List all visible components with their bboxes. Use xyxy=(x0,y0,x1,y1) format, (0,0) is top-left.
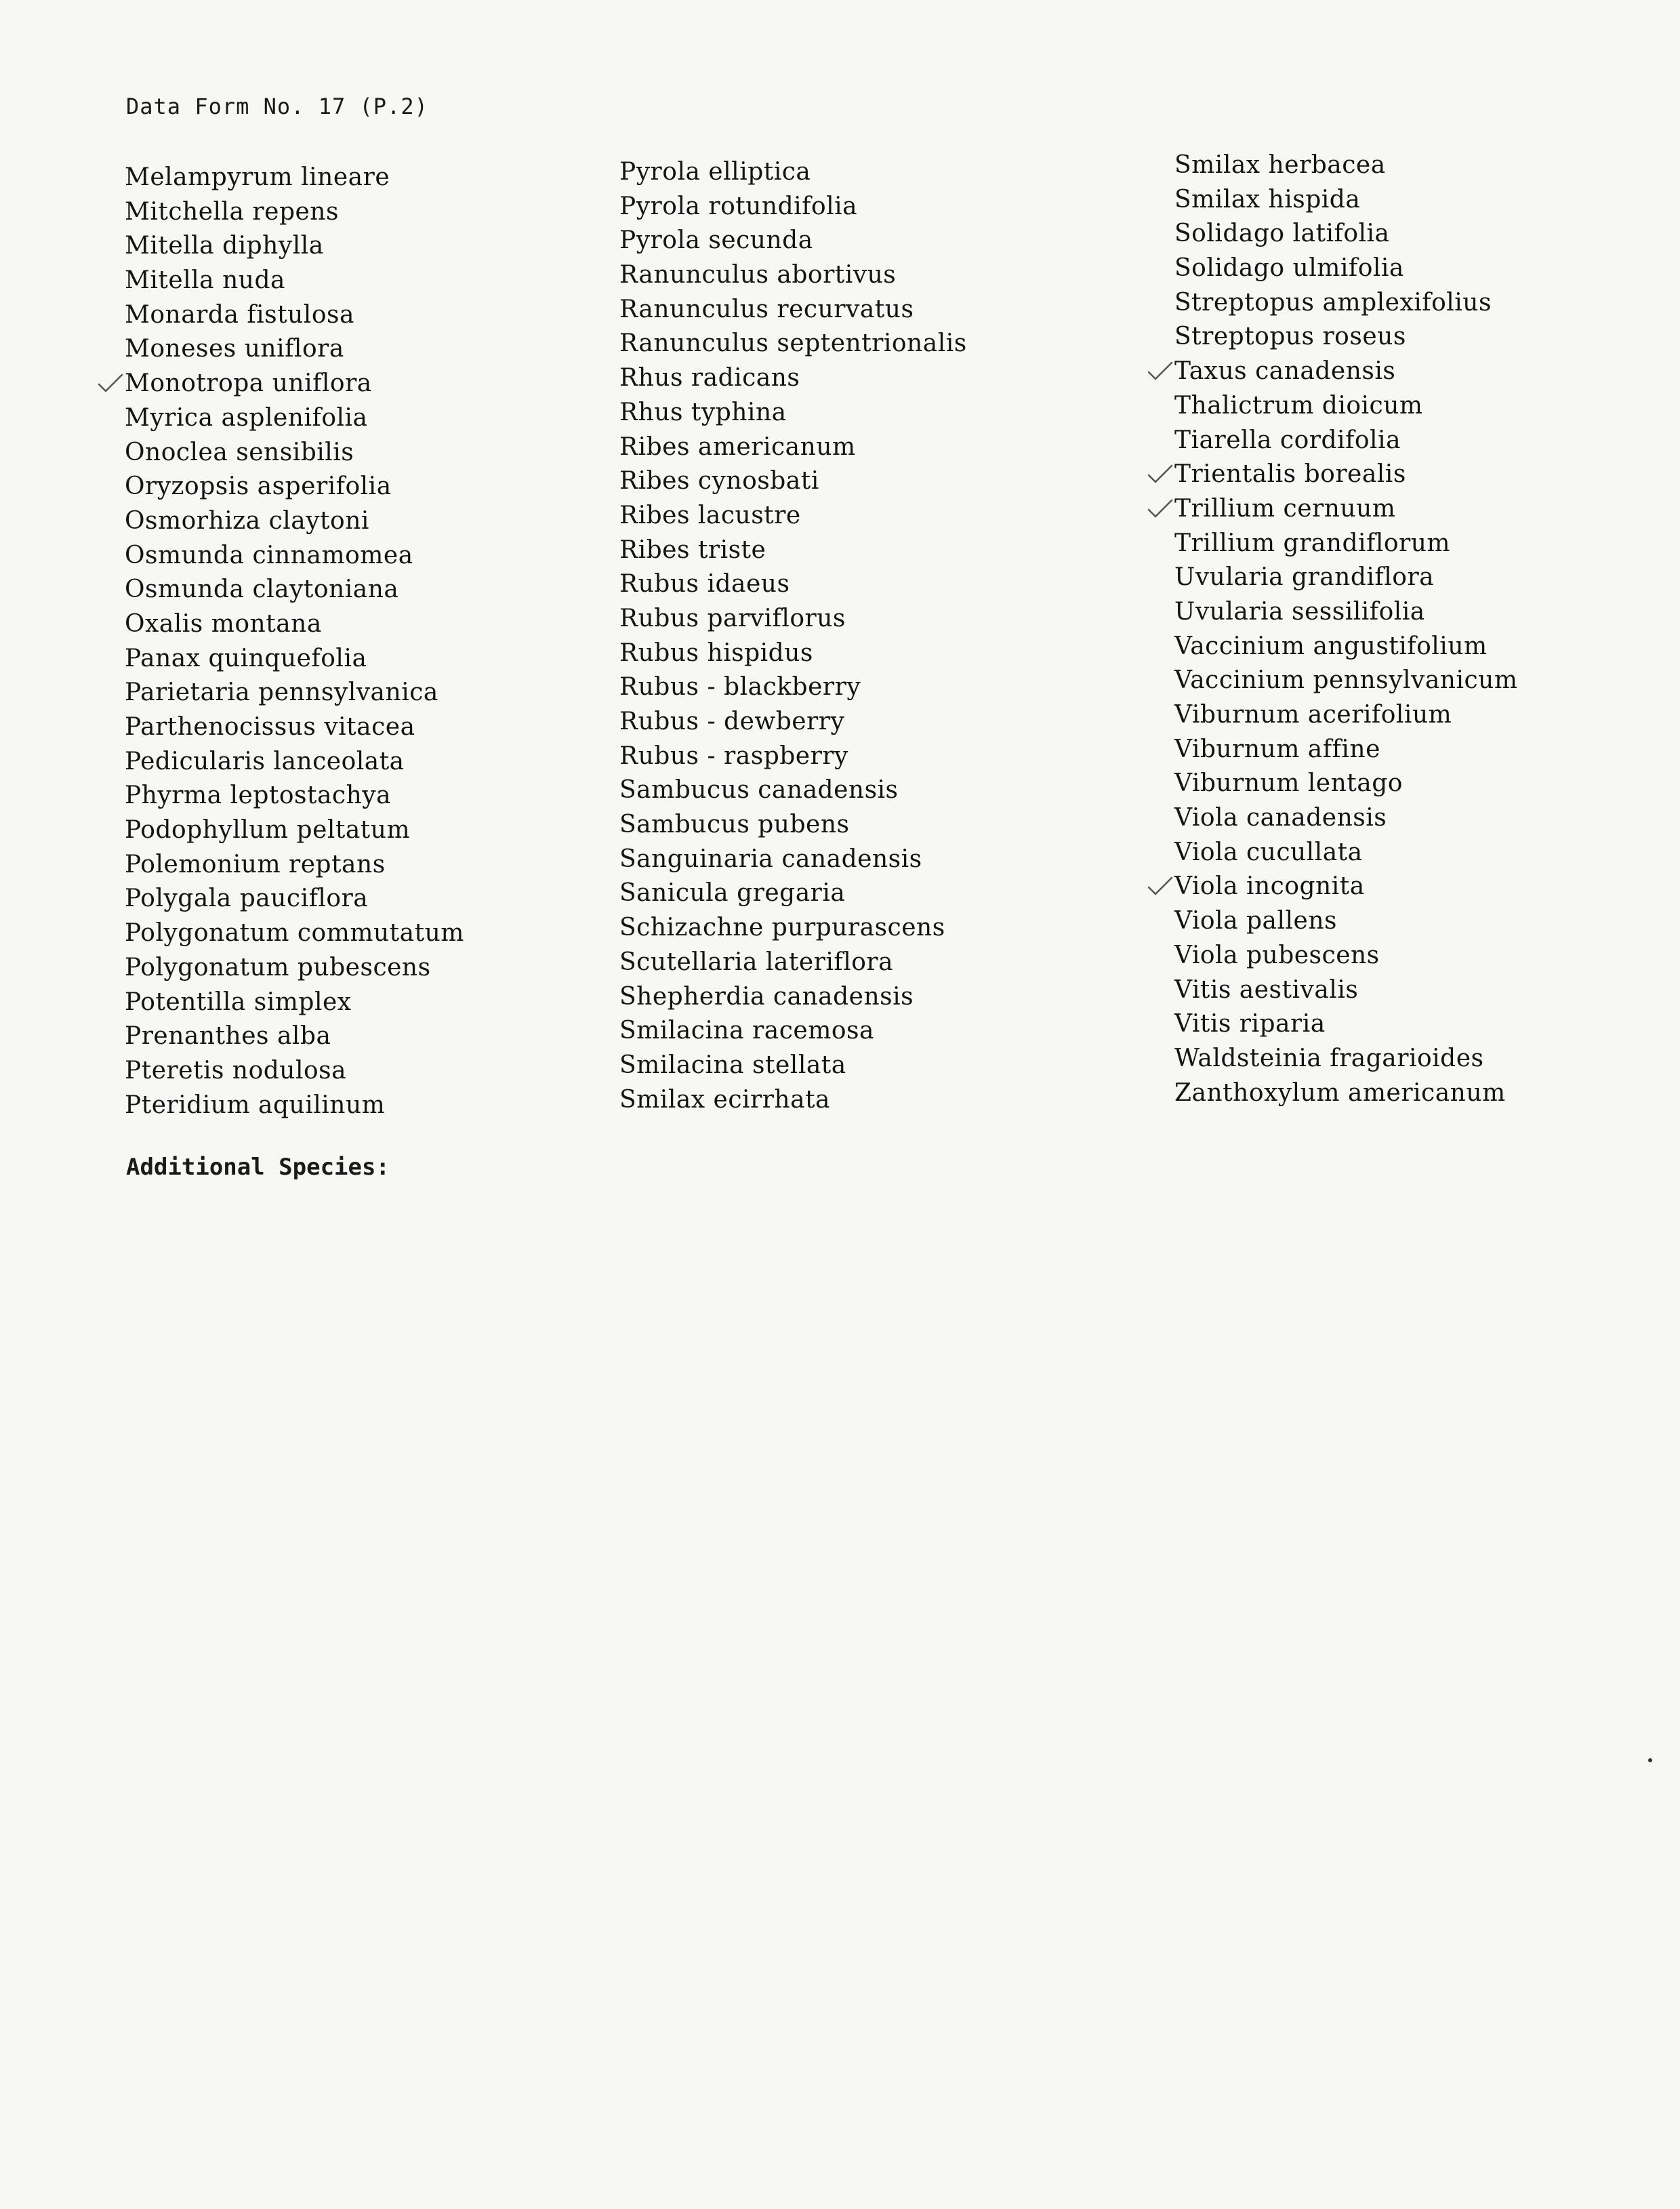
species-item xyxy=(619,911,967,946)
species-item xyxy=(1174,630,1518,664)
species-name: Smilax hispida xyxy=(1174,185,1361,214)
species-name: Vitis aestivalis xyxy=(1174,975,1359,1004)
species-name: Solidago latifolia xyxy=(1174,220,1390,248)
species-name: Streptopus roseus xyxy=(1174,323,1406,351)
species-name: Oxalis montana xyxy=(125,609,322,638)
species-item xyxy=(619,155,967,190)
species-item xyxy=(619,705,967,739)
species-name: Oryzopsis asperifolia xyxy=(125,472,392,501)
species-name: Onoclea sensibilis xyxy=(125,438,354,466)
species-item xyxy=(125,779,464,813)
species-column-2 xyxy=(619,155,967,1117)
species-name: Sambucus canadensis xyxy=(619,776,899,805)
species-item xyxy=(1174,183,1518,218)
species-name: Melampyrum lineare xyxy=(125,163,390,191)
species-item xyxy=(1174,904,1518,939)
species-name: Parietaria pennsylvanica xyxy=(125,678,438,707)
species-name: Polygonatum pubescens xyxy=(125,953,431,981)
species-name: Moneses uniflora xyxy=(125,335,344,363)
species-name: Viola cucullata xyxy=(1174,838,1363,866)
species-item xyxy=(125,848,464,883)
species-name: Ribes americanum xyxy=(619,432,856,461)
species-column-1 xyxy=(125,161,464,1122)
species-item xyxy=(125,470,464,504)
species-name: Pyrola elliptica xyxy=(619,158,811,186)
species-name: Vaccinium pennsylvanicum xyxy=(1174,666,1518,695)
species-item xyxy=(619,430,967,465)
species-name: Taxus canadensis xyxy=(1174,357,1396,386)
species-item xyxy=(125,813,464,848)
species-item xyxy=(125,436,464,470)
species-name: Ribes triste xyxy=(619,535,766,564)
species-item xyxy=(619,499,967,533)
species-name: Rubus - raspberry xyxy=(619,742,848,770)
species-item xyxy=(1174,561,1518,595)
species-item xyxy=(1174,767,1518,801)
species-item xyxy=(619,946,967,980)
species-item xyxy=(619,773,967,808)
species-name: Mitella diphylla xyxy=(125,232,324,260)
species-item xyxy=(125,882,464,916)
species-item xyxy=(619,843,967,877)
species-name: Trillium grandiflorum xyxy=(1174,529,1451,557)
species-name: Vaccinium angustifolium xyxy=(1174,632,1488,660)
species-item xyxy=(1174,973,1518,1008)
species-item xyxy=(1174,733,1518,767)
species-name: Rubus - blackberry xyxy=(619,673,861,702)
species-name: Viola incognita xyxy=(1174,872,1365,901)
species-name: Trillium cernuum xyxy=(1174,494,1396,523)
species-item xyxy=(1174,664,1518,698)
species-item xyxy=(1174,217,1518,251)
species-name: Rubus idaeus xyxy=(619,570,790,599)
species-name: Mitella nuda xyxy=(125,266,285,295)
species-item xyxy=(1174,527,1518,561)
species-name: Polygala pauciflora xyxy=(125,885,369,913)
additional-species-label: Additional Species: xyxy=(126,1154,390,1181)
species-item xyxy=(125,195,464,230)
species-name: Rubus hispidus xyxy=(619,639,813,667)
species-item xyxy=(619,327,967,361)
species-name: Viburnum affine xyxy=(1174,735,1380,763)
species-item xyxy=(125,1019,464,1054)
species-name: Viburnum lentago xyxy=(1174,769,1403,798)
species-name: Rhus radicans xyxy=(619,364,800,392)
species-column-3 xyxy=(1174,148,1518,1110)
species-name: Waldsteinia fragarioides xyxy=(1174,1044,1484,1072)
species-item xyxy=(1174,595,1518,630)
species-item xyxy=(619,293,967,327)
species-name: Sanguinaria canadensis xyxy=(619,845,922,873)
species-item xyxy=(1174,492,1518,527)
species-item xyxy=(125,229,464,264)
species-item xyxy=(1174,458,1518,492)
species-item xyxy=(619,361,967,396)
handwritten-check-icon xyxy=(1146,498,1173,521)
species-name: Prenanthes alba xyxy=(125,1022,331,1051)
species-item xyxy=(125,710,464,745)
species-name: Viola pubescens xyxy=(1174,941,1380,969)
species-item xyxy=(1174,1007,1518,1042)
species-name: Ribes lacustre xyxy=(619,501,801,529)
species-item xyxy=(125,401,464,436)
species-name: Phyrma leptostachya xyxy=(125,782,392,810)
species-item xyxy=(619,808,967,843)
species-item xyxy=(619,464,967,499)
species-item xyxy=(125,986,464,1020)
species-name: Pteretis nodulosa xyxy=(125,1056,347,1085)
species-name: Rhus typhina xyxy=(619,398,787,426)
species-name: Monotropa uniflora xyxy=(125,369,372,398)
species-name: Uvularia sessilifolia xyxy=(1174,597,1425,626)
species-item xyxy=(125,264,464,298)
species-item xyxy=(619,980,967,1015)
species-item xyxy=(125,161,464,195)
species-name: Viburnum acerifolium xyxy=(1174,701,1452,729)
species-item xyxy=(619,190,967,224)
species-item xyxy=(1174,836,1518,870)
species-name: Pteridium aquilinum xyxy=(125,1091,386,1119)
species-name: Smilacina stellata xyxy=(619,1051,846,1079)
species-name: Zanthoxylum americanum xyxy=(1174,1078,1506,1107)
species-item xyxy=(125,504,464,539)
species-name: Parthenocissus vitacea xyxy=(125,713,415,741)
species-item xyxy=(619,1014,967,1049)
species-item xyxy=(1174,870,1518,904)
species-name: Ranunculus recurvatus xyxy=(619,295,914,323)
species-name: Sambucus pubens xyxy=(619,811,850,839)
species-name: Uvularia grandiflora xyxy=(1174,563,1435,592)
species-name: Myrica asplenifolia xyxy=(125,403,368,432)
species-name: Smilax ecirrhata xyxy=(619,1085,831,1114)
species-item xyxy=(125,332,464,367)
species-item xyxy=(1174,320,1518,354)
species-item xyxy=(1174,148,1518,183)
species-name: Pyrola secunda xyxy=(619,226,813,255)
species-name: Ranunculus abortivus xyxy=(619,261,897,289)
species-name: Pyrola rotundifolia xyxy=(619,192,858,220)
species-name: Scutellaria lateriflora xyxy=(619,948,894,976)
species-item xyxy=(1174,1076,1518,1111)
species-name: Streptopus amplexifolius xyxy=(1174,288,1492,317)
species-name: Panax quinquefolia xyxy=(125,644,367,672)
species-name: Trientalis borealis xyxy=(1174,460,1406,489)
species-item xyxy=(125,642,464,676)
species-item xyxy=(619,1083,967,1118)
species-item xyxy=(125,607,464,642)
species-item xyxy=(1174,698,1518,733)
species-item xyxy=(619,533,967,568)
paper-speck xyxy=(1648,1758,1652,1762)
species-name: Rubus parviflorus xyxy=(619,604,846,632)
species-item xyxy=(125,298,464,333)
species-name: Osmunda cinnamomea xyxy=(125,541,413,569)
species-name: Tiarella cordifolia xyxy=(1174,426,1401,454)
handwritten-check-icon xyxy=(1146,875,1173,898)
species-item xyxy=(1174,939,1518,973)
species-item xyxy=(1174,354,1518,389)
species-item xyxy=(1174,801,1518,836)
species-item xyxy=(619,602,967,636)
species-name: Podophyllum peltatum xyxy=(125,816,411,845)
species-item xyxy=(125,573,464,607)
species-name: Polemonium reptans xyxy=(125,850,386,878)
species-item xyxy=(1174,286,1518,321)
species-item xyxy=(125,1089,464,1123)
species-item xyxy=(619,739,967,774)
species-name: Thalictrum dioicum xyxy=(1174,391,1423,420)
species-item xyxy=(619,636,967,671)
species-item xyxy=(125,676,464,710)
species-item xyxy=(619,396,967,430)
species-name: Schizachne purpurascens xyxy=(619,914,945,942)
species-name: Viola pallens xyxy=(1174,907,1337,935)
handwritten-check-icon xyxy=(96,372,123,395)
species-name: Solidago ulmifolia xyxy=(1174,254,1404,283)
species-name: Ranunculus septentrionalis xyxy=(619,329,967,358)
species-name: Viola canadensis xyxy=(1174,804,1387,832)
form-header: Data Form No. 17 (P.2) xyxy=(126,94,428,119)
species-item xyxy=(125,539,464,573)
species-name: Smilax herbacea xyxy=(1174,151,1386,179)
species-item xyxy=(1174,251,1518,286)
handwritten-check-icon xyxy=(1146,463,1173,486)
species-item xyxy=(125,745,464,779)
handwritten-check-icon xyxy=(1146,360,1173,383)
species-item xyxy=(1174,1042,1518,1076)
species-name: Pedicularis lanceolata xyxy=(125,747,405,775)
species-item xyxy=(125,916,464,951)
species-name: Shepherdia canadensis xyxy=(619,982,914,1011)
species-item xyxy=(125,367,464,401)
species-item xyxy=(619,1049,967,1083)
species-item xyxy=(125,951,464,986)
species-name: Vitis riparia xyxy=(1174,1010,1326,1038)
species-name: Osmorhiza claytoni xyxy=(125,506,369,535)
species-name: Osmunda claytoniana xyxy=(125,575,399,604)
species-name: Monarda fistulosa xyxy=(125,300,354,329)
species-item xyxy=(1174,389,1518,424)
species-item xyxy=(619,876,967,911)
species-name: Polygonatum commutatum xyxy=(125,919,464,948)
species-item xyxy=(619,567,967,602)
species-name: Smilacina racemosa xyxy=(619,1017,874,1045)
species-item xyxy=(619,670,967,705)
species-name: Potentilla simplex xyxy=(125,988,352,1016)
species-name: Mitchella repens xyxy=(125,197,339,226)
species-name: Sanicula gregaria xyxy=(619,879,846,908)
species-name: Ribes cynosbati xyxy=(619,467,819,495)
species-item xyxy=(1174,424,1518,458)
species-item xyxy=(619,224,967,258)
species-name: Rubus - dewberry xyxy=(619,708,845,735)
species-item xyxy=(619,258,967,293)
species-item xyxy=(125,1054,464,1089)
